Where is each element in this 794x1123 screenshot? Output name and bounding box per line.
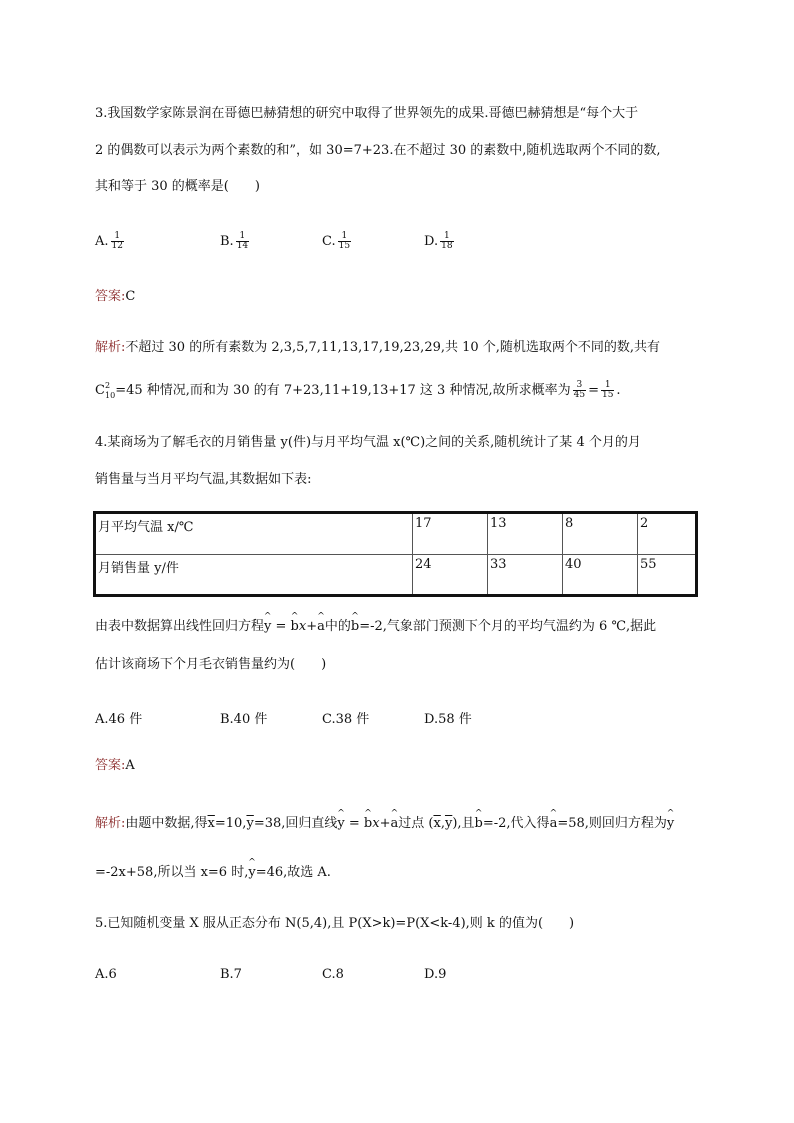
table-cell: 8 [563, 513, 638, 555]
a-hat: ^ a [390, 816, 398, 832]
text: =-2,气象部门预测下个月的平均气温约为 6 ℃,据此 [359, 619, 657, 634]
fraction [338, 232, 351, 251]
table-row-label: 月平均气温 x/℃ [95, 513, 413, 555]
q3-analysis-line-2 [95, 378, 621, 404]
b-hat: ^ b [475, 816, 483, 832]
option-label: D. [424, 234, 439, 249]
q3-line-3: 其和等于 30 的概率是( ) [95, 179, 260, 194]
q4-option-a: A.46 件 [95, 712, 143, 727]
fraction [440, 232, 453, 251]
text: , [440, 816, 445, 831]
text: x+ [298, 619, 318, 634]
option-label: B. [220, 234, 234, 249]
b-hat: ^ b [364, 816, 372, 832]
q3-line-2: 2 的偶数可以表示为两个素数的和”，如 30=7+23.在不超过 30 的素数中,随机选取两个不同的数, [95, 143, 661, 158]
analysis-text: 不超过 30 的所有素数为 2,3,5,7,11,13,17,19,23,29,共 10 个,随机选取两个不同的数,共有 [125, 340, 661, 355]
numerator: 1 [601, 381, 614, 391]
table-cell: 2 [638, 513, 697, 555]
text: =-2,代入得 [482, 816, 550, 831]
y-hat: ^ y [264, 619, 271, 635]
q4-answer [95, 758, 135, 774]
denominator: 14 [236, 241, 249, 251]
q4-analysis-line-1 [95, 816, 674, 832]
y-bar: $\overline{y}$ [444, 816, 453, 831]
q5-line-1: 5.已知随机变量 X 服从正态分布 N(5,4),且 P(X>k)=P(X<k-4),则 k 的值为( ) [95, 916, 575, 931]
q3-option-a [95, 232, 126, 251]
a-hat: ^ a [550, 816, 558, 832]
q3-option-d [424, 232, 456, 251]
q4-option-d: D.58 件 [424, 712, 472, 727]
denominator: 12 [111, 241, 123, 251]
table-cell: 40 [563, 554, 638, 596]
table-row [95, 513, 697, 555]
q5-option-b: B.7 [220, 967, 242, 982]
numerator: 1 [111, 232, 124, 242]
text: x+ [372, 816, 391, 831]
q3-answer [95, 289, 135, 305]
q5-option-d: D.9 [424, 967, 447, 982]
a-hat: ^ a [317, 619, 325, 635]
text: =38,回归直线 [253, 816, 338, 831]
period: . [616, 383, 621, 398]
text: 过点 ( [398, 816, 434, 831]
data-table [93, 511, 698, 597]
y-hat: ^ y [248, 865, 255, 881]
q3-analysis-line-1 [95, 340, 660, 356]
y-hat: ^ y [337, 816, 344, 832]
text: =58,则回归方程为 [557, 816, 667, 831]
fraction [601, 381, 614, 400]
fraction [573, 381, 586, 400]
q3-line-1: 3.我国数学家陈景润在哥德巴赫猜想的研究中取得了世界领先的成果.哥德巴赫猜想是“每个大于 [95, 106, 639, 121]
analysis-label: 解析: [95, 816, 126, 831]
x-bar: $\overline{x}$ [433, 816, 441, 831]
text: 由表中数据算出线性回归方程 [95, 619, 265, 634]
fraction [111, 232, 124, 251]
table-cell: 13 [488, 513, 563, 555]
q3-option-b [220, 232, 251, 251]
table-cell: 55 [638, 554, 697, 596]
answer-value: C [125, 289, 136, 304]
x-bar: $\overline{x}$ [207, 816, 215, 831]
q4-line-2: 销售量与当月平均气温,其数据如下表: [95, 472, 312, 487]
b-hat: ^ b [291, 619, 299, 635]
q5-option-c: C.8 [322, 967, 344, 982]
table-cell: 33 [488, 554, 563, 596]
text: =46,故选 A. [255, 865, 331, 880]
analysis-text: =45 种情况,而和为 30 的有 7+23,11+19,13+17 这 3 种情况,故所求概率为 [115, 383, 571, 398]
answer-value: A [125, 758, 135, 773]
q4-analysis-line-2 [95, 865, 331, 881]
answer-label: 答案: [95, 289, 126, 304]
denominator: 18 [441, 241, 453, 251]
option-label: A. [95, 234, 109, 249]
q4-line-3 [95, 619, 656, 635]
q4-option-b: B.40 件 [220, 712, 268, 727]
numerator: 1 [236, 232, 249, 242]
y-bar: $\overline{y}$ [246, 816, 254, 831]
table-cell: 24 [413, 554, 488, 596]
table-row [95, 554, 697, 596]
numerator: 1 [338, 232, 351, 242]
combination-sub: 10 [105, 390, 116, 400]
b-hat: ^ b [351, 619, 359, 635]
text: =10, [214, 816, 247, 831]
text: ),且 [452, 816, 475, 831]
q5-option-a: A.6 [95, 967, 117, 982]
text: = [344, 816, 364, 831]
text: =-2x+58,所以当 x=6 时, [95, 865, 249, 880]
q4-line-1: 4.某商场为了解毛衣的月销售量 y(件)与月平均气温 x(℃)之间的关系,随机统计了某 4 个月的月 [95, 435, 641, 450]
option-label: C. [322, 234, 336, 249]
table-cell: 17 [413, 513, 488, 555]
denominator: 15 [601, 390, 614, 400]
text: 中的 [324, 619, 351, 634]
combination-sup: 2 [104, 381, 111, 390]
text: 由题中数据,得 [125, 816, 208, 831]
y-hat: ^ y [667, 816, 674, 832]
denominator: 45 [573, 390, 586, 400]
q3-option-c [322, 232, 353, 251]
table-row-label: 月销售量 y/件 [95, 554, 413, 596]
answer-label: 答案: [95, 758, 126, 773]
numerator: 3 [573, 381, 586, 391]
q4-option-c: C.38 件 [322, 712, 370, 727]
fraction [236, 232, 249, 251]
combination-symbol: C [95, 383, 105, 398]
denominator: 15 [338, 241, 351, 251]
analysis-label: 解析: [95, 340, 126, 355]
equals-sign: = [588, 383, 599, 398]
text: = [271, 619, 291, 634]
numerator: 1 [440, 232, 453, 242]
q4-line-4: 估计该商场下个月毛衣销售量约为( ) [95, 657, 327, 672]
